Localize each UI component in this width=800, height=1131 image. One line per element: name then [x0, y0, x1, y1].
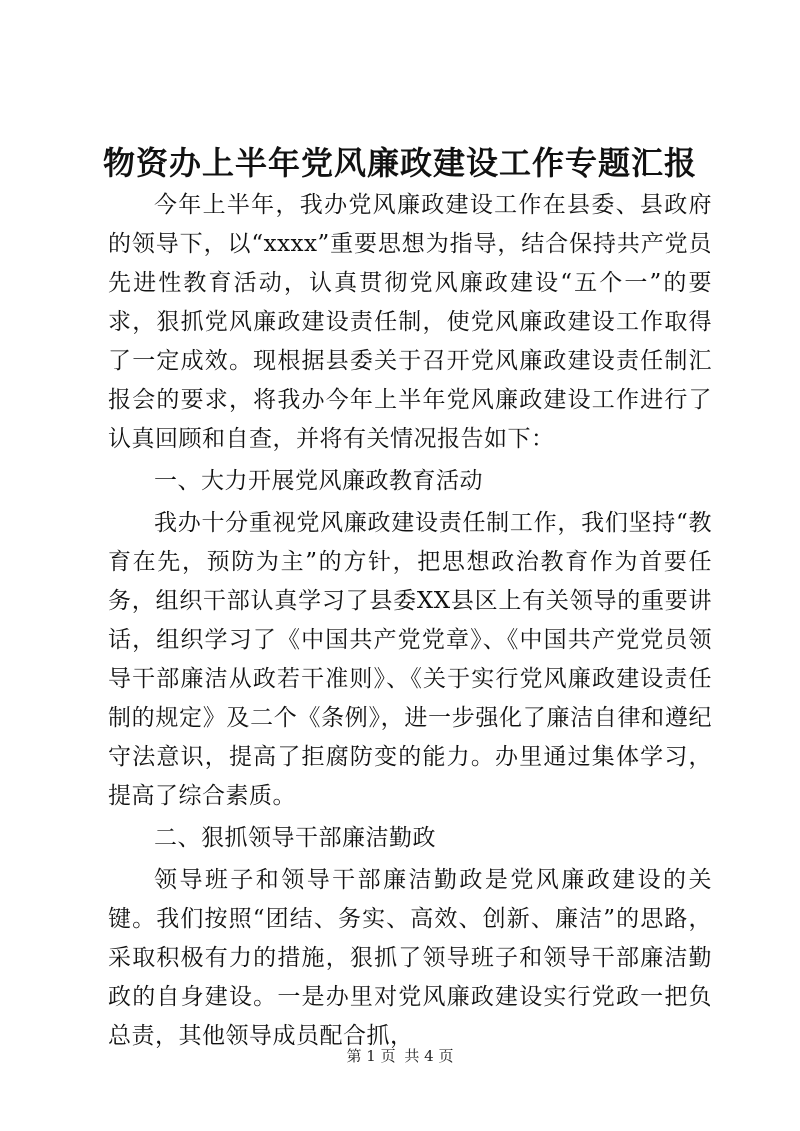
page-number: 第 1 页	[346, 1047, 396, 1065]
paragraph-section-2: 领导班子和领导干部廉洁勤政是党风廉政建设的关键。我们按照“团结、务实、高效、创新、廉洁”的思路，采取积极有力的措施，狠抓了领导班子和领导干部廉洁勤政的自身建设。一是办里对党风廉政建设实行党政一把负总责，其他领导成员配合抓，	[108, 867, 712, 1049]
page-footer	[0, 1045, 800, 1067]
section-heading-1: 一、大力开展党风廉政教育活动	[154, 468, 483, 494]
page-title: 物资办上半年党风廉政建设工作专题汇报	[102, 144, 697, 182]
paragraph-section-1: 我办十分重视党风廉政建设责任制工作，我们坚持“教育在先，预防为主”的方针，把思想政治教育作为首要任务，组织干部认真学习了县委XX县区上有关领导的重要讲话，组织学习了《中国共产党党章》、《中国共产党党员领导干部廉洁从政若干准则》、《关于实行党风廉政建设责任制的规定》及二个《条例》，进一步强化了廉洁自律和遵纪守法意识，提高了拒腐防变的能力。办里通过集体学习，提高了综合素质。	[108, 510, 712, 809]
page-total: 共 4 页	[404, 1047, 454, 1065]
document-body	[108, 186, 712, 1056]
section-heading-2: 二、狠抓领导干部廉洁勤政	[154, 825, 436, 851]
paragraph-intro: 今年上半年，我办党风廉政建设工作在县委、县政府的领导下，以“xxxx”重要思想为指导，结合保持共产党员先进性教育活动，认真贯彻党风廉政建设“五个一”的要求，狠抓党风廉政建设责任制，使党风廉政建设工作取得了一定成效。现根据县委关于召开党风廉政建设责任制汇报会的要求，将我办今年上半年党风廉政建设工作进行了认真回顾和自查，并将有关情况报告如下：	[108, 192, 712, 452]
